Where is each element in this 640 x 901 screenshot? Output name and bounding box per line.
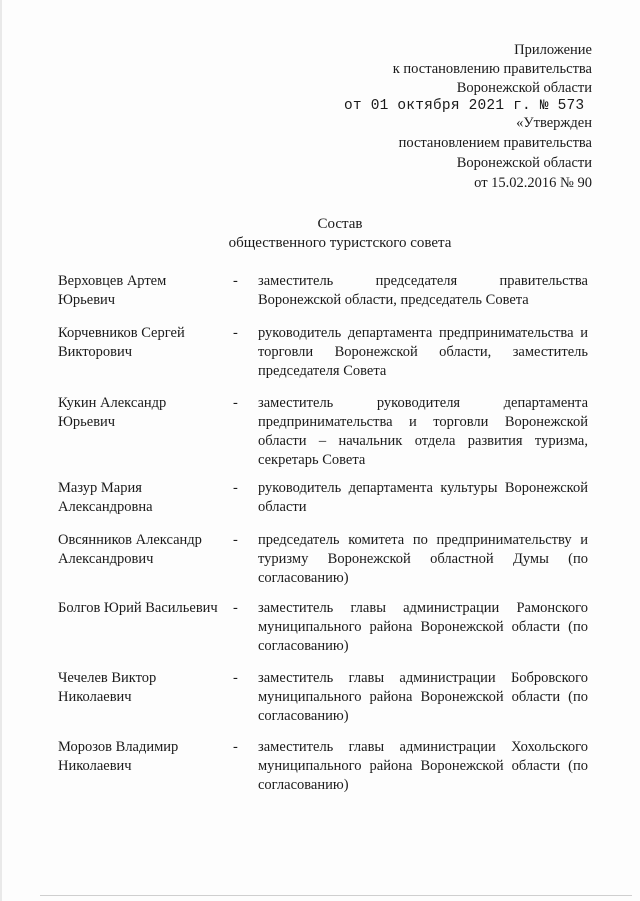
- title-line-2: общественного туристского совета: [228, 235, 452, 251]
- member-dash: -: [233, 600, 238, 616]
- resolution-date-stamp: от 01 октября 2021 г. № 573: [344, 98, 585, 114]
- member-dash: -: [233, 532, 238, 548]
- member-dash: -: [233, 670, 238, 686]
- appendix-header: [393, 41, 592, 98]
- member-role: заместитель главы администрации Рамонского муниципального района Воронежской области (по согласованию): [258, 600, 588, 654]
- member-name: Овсянников Александр Александрович: [58, 532, 202, 567]
- member-role: заместитель руководителя департамента предпринимательства и торговли Воронежской области – начальник отдела развития туризма, секретарь Совета: [258, 395, 588, 468]
- member-dash: -: [233, 395, 238, 411]
- title-line-1: Состав: [317, 216, 363, 232]
- member-role: председатель комитета по предпринимательству и туризму Воронежской областной Думы (по согласованию): [258, 532, 588, 586]
- approved-resolution-line: постановлением правительства: [398, 135, 592, 151]
- member-role: заместитель председателя правительства Воронежской области, председатель Совета: [258, 273, 588, 308]
- approved-block: [399, 113, 592, 193]
- member-role: заместитель главы администрации Бобровского муниципального района Воронежской области (по согласованию): [258, 670, 588, 724]
- approved-label: «Утвержден: [516, 115, 592, 131]
- member-role: руководитель департамента предпринимательства и торговли Воронежской области, заместитель председателя Совета: [258, 325, 588, 379]
- document-title: [0, 215, 640, 253]
- member-role: руководитель департамента культуры Воронежской области: [258, 480, 588, 515]
- page-bottom-divider: [40, 895, 632, 896]
- approved-date-line: от 15.02.2016 № 90: [474, 175, 592, 191]
- member-name: Верховцев Артем Юрьевич: [58, 273, 167, 308]
- member-name: Болгов Юрий Васильевич: [58, 600, 218, 616]
- member-dash: -: [233, 480, 238, 496]
- member-name: Чечелев Виктор Николаевич: [58, 670, 157, 705]
- member-name: Морозов Владимир Николаевич: [58, 739, 179, 774]
- member-name: Мазур Мария Александровна: [58, 480, 153, 515]
- member-dash: -: [233, 325, 238, 341]
- scan-edge: [0, 0, 2, 901]
- approved-region-line: Воронежской области: [456, 155, 592, 171]
- member-role: заместитель главы администрации Хохольского муниципального района Воронежской области (по согласованию): [258, 739, 588, 793]
- member-name: Корчевников Сергей Викторович: [58, 325, 185, 360]
- appendix-label: Приложение: [514, 42, 592, 58]
- member-name: Кукин Александр Юрьевич: [58, 395, 167, 430]
- appendix-region-line: Воронежской области: [456, 80, 592, 96]
- appendix-resolution-line: к постановлению правительства: [392, 61, 592, 77]
- member-dash: -: [233, 739, 238, 755]
- member-dash: -: [233, 273, 238, 289]
